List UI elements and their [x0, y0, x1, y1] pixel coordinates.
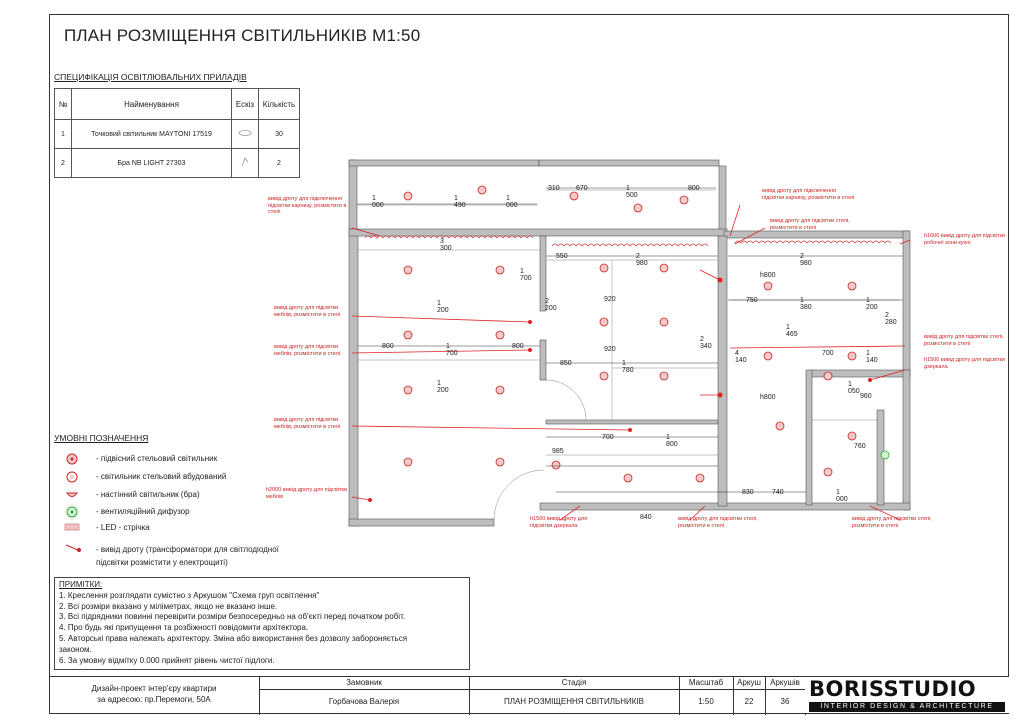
dim-label: 830	[742, 489, 754, 496]
note-line: 3. Всі підрядники повинні перевірити розміри безпосередньо на об'єкті перед початком робіт.	[59, 612, 406, 622]
dim-label: 800	[688, 185, 700, 192]
dim-label: 750	[746, 297, 758, 304]
wall	[349, 229, 358, 526]
dim-label: 1 380	[800, 297, 812, 311]
dim-label: 3 300	[440, 238, 452, 252]
annotation: вивід дроту для підсвітки стелі, розмістити в стелі	[852, 516, 932, 529]
annotation: вивід дроту для підсвітки стелі, розмістити в стелі	[770, 218, 850, 231]
dim-label: 1 490	[454, 195, 466, 209]
dim-label: 800	[512, 343, 524, 350]
stage-value: ПЛАН РОЗМІЩЕННЯ СВІТИЛЬНИКІВ	[503, 697, 645, 706]
dim-label: 1 800	[666, 434, 678, 448]
dim-label: 1 050	[848, 381, 860, 395]
dim-label: 2 980	[800, 253, 812, 267]
spec-cell-qty: 30	[259, 120, 300, 149]
annotation: h1500 вивід дроту для підсвітки дзеркала	[530, 516, 588, 529]
dim-label: 760	[854, 443, 866, 450]
logo-sub: INTERIOR DESIGN & ARCHITECTURE	[809, 702, 1005, 712]
dim-label: 1 200	[437, 380, 449, 394]
wall	[903, 231, 910, 376]
spec-col-name: Найменування	[72, 89, 232, 120]
dim-label: 985	[552, 448, 564, 455]
stage-label: Стадія	[561, 678, 587, 687]
dim-label: 4 140	[735, 350, 747, 364]
spec-col-num: №	[55, 89, 72, 120]
annotation: вивід дроту для підсвітки меблів, розмістити в стелі	[274, 344, 341, 357]
spec-cell-name: Бра NB LIGHT 27303	[72, 149, 232, 178]
wall	[540, 340, 546, 380]
dim-label: 2 980	[636, 253, 648, 267]
legend-item: - підвісний стельовий світильник	[96, 454, 218, 463]
sheet-value: 22	[744, 697, 754, 706]
wall	[718, 236, 727, 506]
sheet-label: Аркуш	[737, 678, 761, 687]
spec-cell-num: 1	[55, 120, 72, 149]
legend-item: - світильник стельовий вбудований	[96, 472, 227, 481]
wall	[349, 519, 494, 526]
dim-label: 1 200	[437, 300, 449, 314]
wall	[349, 229, 727, 236]
wall	[349, 160, 539, 166]
dim-label: 1 200	[866, 297, 878, 311]
dim-label: 700	[822, 350, 834, 357]
vent-diffuser-icon	[881, 451, 889, 459]
scale-label: Масштаб	[688, 678, 724, 687]
wall	[349, 160, 357, 230]
dim-label: 310	[548, 185, 560, 192]
dim-label: 1 465	[786, 324, 798, 338]
note-line: 6. За умовну відмітку 0.000 прийнят рівень чистої підлоги.	[59, 655, 275, 665]
annotation: h1600 вивід дроту для підсвітки робочої зони кухні	[924, 233, 1005, 246]
note-line: 4. Про будь які припущення та розбіжності повідомити архітектора.	[59, 623, 309, 633]
dim-label: 1 700	[446, 343, 458, 357]
scale-value: 1:50	[698, 697, 714, 706]
annotation: h1500 вивід дроту для підсвітки дзеркала	[924, 357, 1005, 370]
spec-cell-num: 2	[55, 149, 72, 178]
annotation: вивід дроту для підсвітки стелі, розмістити в стелі	[924, 334, 1004, 347]
wall	[546, 420, 718, 424]
spec-cell-qty: 2	[259, 149, 300, 178]
dim-label: 1 000	[372, 195, 384, 209]
project-address	[49, 683, 259, 705]
dim-label: 2 340	[700, 336, 712, 350]
spec-cell-name: Точковий світильник MAYTONI 17519	[72, 120, 232, 149]
note-line: 1. Креслення розглядати сумістно з Аркушом "Схема груп освітлення"	[59, 590, 320, 600]
sheets-value: 36	[780, 697, 790, 706]
dim-label: 1 000	[506, 195, 518, 209]
wall	[903, 370, 910, 510]
dim-label: 920	[604, 346, 616, 353]
project-line: за адресою: пр.Перемоги, 50А	[97, 695, 211, 704]
page-title: ПЛАН РОЗМІЩЕННЯ СВІТИЛЬНИКІВ М1:50	[64, 26, 421, 45]
client-label: Замовник	[346, 678, 382, 687]
legend-item-cont: підсвітки розмістити у електрощиті)	[96, 558, 228, 567]
dim-label: 1 700	[520, 268, 532, 282]
wall	[806, 370, 812, 505]
annotation: вивід дроту для підсвітки меблів, розмістити в стелі	[274, 305, 341, 318]
dim-label: 670	[576, 185, 588, 192]
spec-col-qty: Кількість	[259, 89, 300, 120]
dim-label: 920	[604, 296, 616, 303]
project-line: Дизайн-проект інтер'єру квартири	[91, 684, 217, 693]
dim-label: 740	[772, 489, 784, 496]
dim-label: 960	[860, 393, 872, 400]
sheets-label: Аркушів	[770, 678, 800, 687]
dim-label: 850	[560, 360, 572, 367]
notes-title: ПРИМІТКИ:	[59, 580, 103, 589]
note-line: 2. Всі розміри вказано у міліметрах, якщо не вказано інше.	[59, 601, 278, 611]
legend-title: УМОВНІ ПОЗНАЧЕННЯ	[54, 433, 149, 443]
spec-col-sketch: Ескіз	[232, 89, 259, 120]
wall	[724, 231, 909, 238]
annotation: вивід дроту для підключення підсвітки карнизу, розмістити в стелі	[762, 188, 855, 201]
dim-label: 1 000	[836, 489, 848, 503]
legend-item: - вентиляційний дифузор	[96, 507, 190, 516]
dim-label: 550	[556, 253, 568, 260]
wall	[539, 160, 719, 166]
wall	[719, 166, 726, 234]
dim-label: 1 500	[626, 185, 638, 199]
spec-caption: СПЕЦИФІКАЦІЯ ОСВІТЛЮВАЛЬНИХ ПРИЛАДІВ	[54, 72, 247, 82]
annotation: вивід дроту для підсвітки меблів, розмістити в стелі	[274, 417, 341, 430]
height-label: h800	[760, 394, 776, 401]
legend-item: - вивід дроту (трансформатори для світлодіодної	[96, 545, 279, 554]
dim-label: 800	[382, 343, 394, 350]
dim-label: 840	[640, 514, 652, 521]
annotation: h2000 вивід дроту для підсвітки меблів	[266, 487, 347, 500]
note-line: законом.	[59, 644, 92, 654]
annotation: вивід дроту для підсвітки стелі, розмістити в стелі	[678, 516, 758, 529]
dim-label: 700	[602, 434, 614, 441]
dim-label: 2 200	[545, 298, 557, 312]
studio-logo	[805, 677, 1009, 713]
dim-label: 2 280	[885, 312, 897, 326]
legend-item: - настінний світильник (бра)	[96, 490, 200, 499]
dim-label: 1 780	[622, 360, 634, 374]
dim-label: 1 140	[866, 350, 878, 364]
legend-item: - LED - стрічка	[96, 523, 150, 532]
logo-main: BORISSTUDIO	[809, 677, 977, 701]
note-line: 5. Авторські права належать архітектору. Зміна або використання без дозволу забороняється	[59, 633, 408, 643]
height-label: h800	[760, 272, 776, 279]
annotation: вивід дроту для підключення підсвітки карнизу, розмістити в стелі	[268, 196, 347, 215]
client-name: Горбачова Валерія	[328, 697, 400, 706]
